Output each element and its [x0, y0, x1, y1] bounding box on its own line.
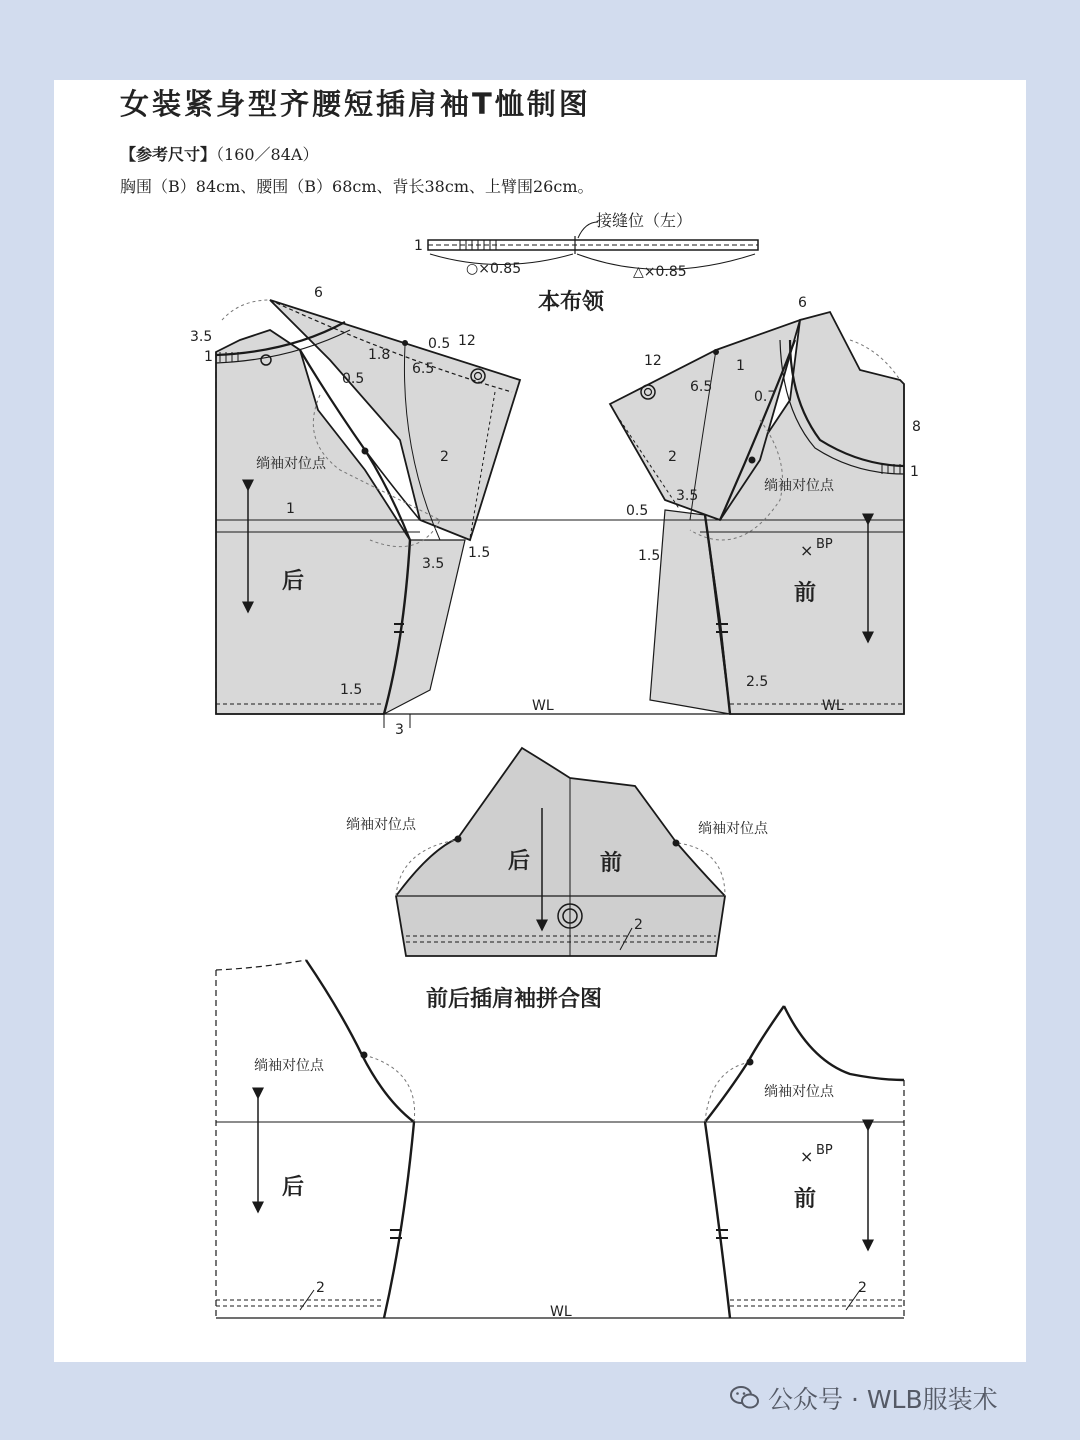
watermark [730, 1380, 998, 1417]
back-dim-a: 3.5 [190, 329, 213, 345]
front-dim-k: 1.5 [638, 548, 661, 564]
wechat-icon [730, 1385, 760, 1417]
front-waist-line: WL [822, 698, 844, 714]
front-dim-a: 6 [798, 295, 807, 311]
front-dim-h: 2 [668, 449, 677, 465]
reference-value: （160／84A） [216, 145, 319, 164]
front-dim-e: 0.7 [754, 389, 777, 405]
back-dim-h: 0.5 [428, 336, 451, 352]
back-dim-j: 1 [286, 501, 295, 517]
front-dim-d: 6.5 [690, 379, 713, 395]
collar-back-formula: ○×0.85 [466, 261, 522, 277]
sleeve-front-label: 前 [600, 851, 623, 876]
waist-line-center: WL [532, 698, 554, 714]
back-notch-label: 绱袖对位点 [256, 456, 326, 472]
bodice-back-label: 后 [282, 1175, 305, 1200]
watermark-text: 公众号 · WLB服装术 [768, 1385, 998, 1414]
back-dim-n: 3 [395, 722, 404, 738]
front-dim-i: 3.5 [676, 488, 699, 504]
bodice-back-hem: 2 [316, 1280, 325, 1296]
reference-label: 【参考尺寸】 [120, 145, 217, 164]
back-dim-m: 1.5 [340, 682, 363, 698]
front-dim-c: 1 [736, 358, 745, 374]
back-dim-c: 6 [314, 285, 323, 301]
bodice-front [705, 1006, 904, 1318]
back-dim-d: 0.5 [342, 371, 365, 387]
collar-seam-note: 接缝位（左） [596, 211, 693, 230]
sleeve-assembly [396, 748, 725, 956]
bodice-waist-line: WL [550, 1304, 572, 1320]
back-dim-i: 2 [440, 449, 449, 465]
bodice-bp-mark: × [800, 1147, 814, 1166]
sleeve-right-notch: 绱袖对位点 [698, 821, 768, 837]
sleeve-left-notch: 绱袖对位点 [346, 817, 416, 833]
front-pattern-piece [500, 312, 904, 714]
front-dim-b: 12 [644, 353, 662, 369]
front-dim-l: 2.5 [746, 674, 769, 690]
front-notch-label: 绱袖对位点 [764, 478, 834, 494]
bodice-front-notch: 绱袖对位点 [764, 1084, 834, 1100]
bodice-back-notch: 绱袖对位点 [254, 1058, 324, 1074]
back-dim-k: 1.5 [468, 545, 491, 561]
collar-front-formula: △×0.85 [633, 264, 687, 280]
front-dim-g: 1 [910, 464, 919, 480]
sleeve-assembly-caption: 前后插肩袖拼合图 [426, 987, 603, 1012]
sleeve-hem: 2 [634, 917, 643, 933]
front-dim-f: 8 [912, 419, 921, 435]
front-bp-mark: × [800, 541, 814, 560]
front-dim-j: 0.5 [626, 503, 649, 519]
bodice-front-label: 前 [794, 1187, 817, 1212]
bodice-back [216, 960, 904, 1318]
back-dim-l: 3.5 [422, 556, 445, 572]
front-piece-label: 前 [794, 581, 817, 606]
back-piece-label: 后 [282, 569, 305, 594]
back-dim-e: 1.8 [368, 347, 391, 363]
measurements-line: 胸围（B）84cm、腰围（B）68cm、背长38cm、上臂围26cm。 [120, 177, 594, 196]
collar-caption: 本布领 [538, 290, 605, 315]
collar-end-mark: 1 [414, 238, 423, 254]
sleeve-back-label: 后 [508, 849, 531, 874]
bodice-front-hem: 2 [858, 1280, 867, 1296]
back-dim-b: 1 [204, 349, 213, 365]
front-bp-label: BP [816, 537, 833, 552]
back-dim-f: 6.5 [412, 361, 435, 377]
page-title: 女装紧身型齐腰短插肩袖T恤制图 [120, 87, 591, 121]
back-dim-g: 12 [458, 333, 476, 349]
bodice-bp-label: BP [816, 1143, 833, 1158]
